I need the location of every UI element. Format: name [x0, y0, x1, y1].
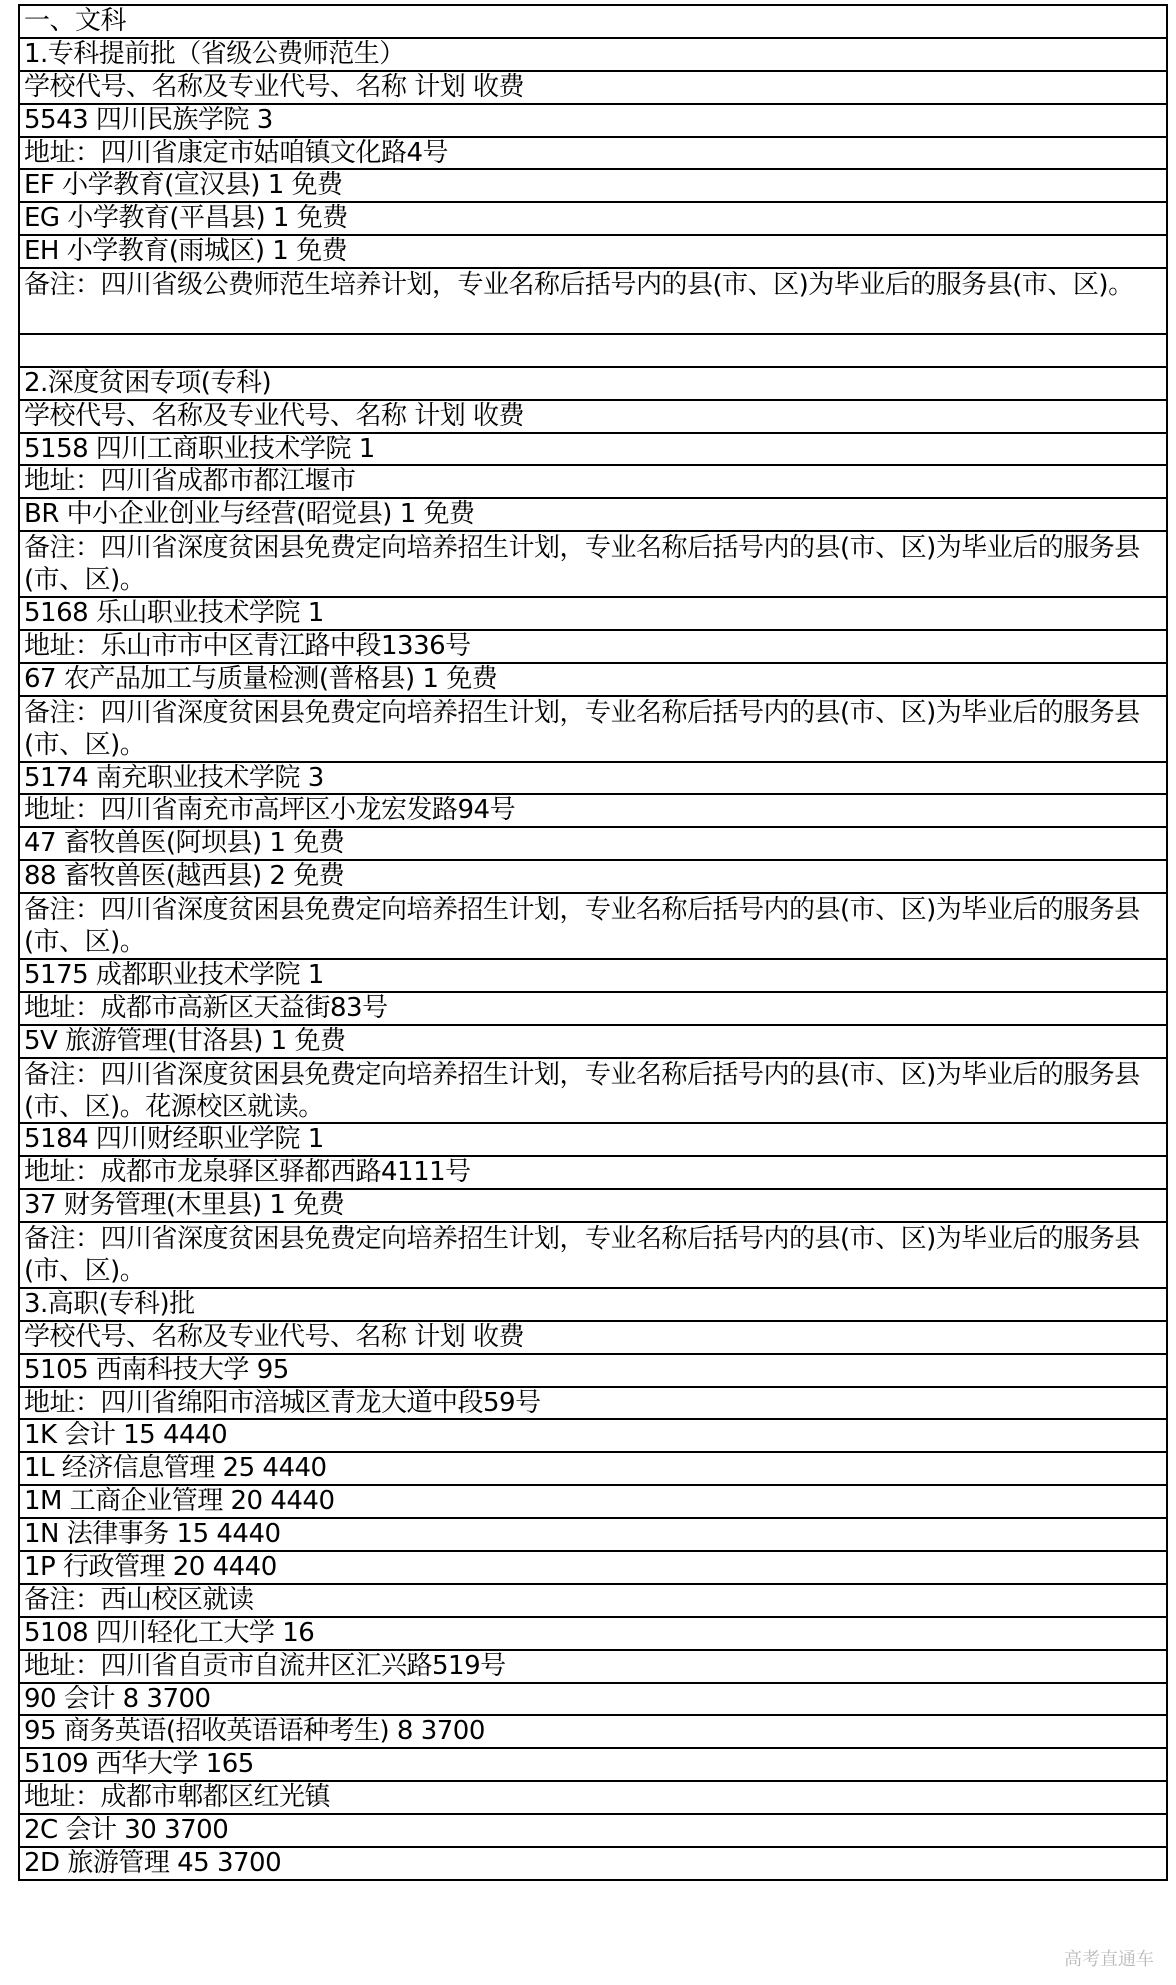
table-row: 地址：四川省南充市高坪区小龙宏发路94号: [20, 795, 1166, 828]
table-row: 37 财务管理(木里县) 1 免费: [20, 1190, 1166, 1223]
note-row: 备注：四川省级公费师范生培养计划，专业名称后括号内的县(市、区)为毕业后的服务县(市、区)。: [20, 269, 1166, 335]
table-row: 5184 四川财经职业学院 1: [20, 1124, 1166, 1157]
table-row: 1.专科提前批（省级公费师范生）: [20, 39, 1166, 72]
table-row: 5543 四川民族学院 3: [20, 105, 1166, 138]
note-row: 备注：四川省深度贫困县免费定向培养招生计划，专业名称后括号内的县(市、区)为毕业后的服务县(市、区)。花源校区就读。: [20, 1059, 1166, 1125]
table-row: 5175 成都职业技术学院 1: [20, 960, 1166, 993]
admission-plan-table: [18, 4, 1168, 1881]
table-row: 2D 旅游管理 45 3700: [20, 1848, 1166, 1881]
table-row: 67 农产品加工与质量检测(普格县) 1 免费: [20, 664, 1166, 697]
table-row: 3.高职(专科)批: [20, 1289, 1166, 1322]
table-row: 地址：成都市高新区天益街83号: [20, 993, 1166, 1026]
watermark: 高考直通车: [1064, 1949, 1154, 1970]
table-row: EG 小学教育(平昌县) 1 免费: [20, 203, 1166, 236]
table-row: 5105 西南科技大学 95: [20, 1355, 1166, 1388]
table-row: 5V 旅游管理(甘洛县) 1 免费: [20, 1026, 1166, 1059]
table-row: 90 会计 8 3700: [20, 1684, 1166, 1717]
table-row: 学校代号、名称及专业代号、名称 计划 收费: [20, 1322, 1166, 1355]
note-row: 备注：四川省深度贫困县免费定向培养招生计划，专业名称后括号内的县(市、区)为毕业后的服务县(市、区)。: [20, 1223, 1166, 1289]
table-row: 5168 乐山职业技术学院 1: [20, 598, 1166, 631]
note-row: 备注：四川省深度贫困县免费定向培养招生计划，专业名称后括号内的县(市、区)为毕业后的服务县(市、区)。: [20, 532, 1166, 598]
table-row: 一、文科: [20, 6, 1166, 39]
table-row: 5109 西华大学 165: [20, 1749, 1166, 1782]
blank-row: [20, 335, 1166, 368]
table-row: 地址：四川省自贡市自流井区汇兴路519号: [20, 1651, 1166, 1684]
table-row: 47 畜牧兽医(阿坝县) 1 免费: [20, 828, 1166, 861]
table-row: EF 小学教育(宣汉县) 1 免费: [20, 170, 1166, 203]
table-row: 1M 工商企业管理 20 4440: [20, 1486, 1166, 1519]
table-row: 1L 经济信息管理 25 4440: [20, 1453, 1166, 1486]
table-row: 1P 行政管理 20 4440: [20, 1552, 1166, 1585]
table-row: 地址：四川省康定市姑咱镇文化路4号: [20, 138, 1166, 171]
table-row: 备注：西山校区就读: [20, 1585, 1166, 1618]
table-row: 5108 四川轻化工大学 16: [20, 1618, 1166, 1651]
table-row: 5158 四川工商职业技术学院 1: [20, 434, 1166, 467]
table-row: 学校代号、名称及专业代号、名称 计划 收费: [20, 72, 1166, 105]
table-row: 1N 法律事务 15 4440: [20, 1519, 1166, 1552]
table-row: 1K 会计 15 4440: [20, 1420, 1166, 1453]
table-row: 地址：乐山市市中区青江路中段1336号: [20, 631, 1166, 664]
note-row: 备注：四川省深度贫困县免费定向培养招生计划，专业名称后括号内的县(市、区)为毕业后的服务县(市、区)。: [20, 697, 1166, 763]
note-row: 备注：四川省深度贫困县免费定向培养招生计划，专业名称后括号内的县(市、区)为毕业后的服务县(市、区)。: [20, 894, 1166, 960]
table-row: 地址：四川省绵阳市涪城区青龙大道中段59号: [20, 1388, 1166, 1421]
table-row: 2.深度贫困专项(专科): [20, 368, 1166, 401]
table-row: 地址：成都市郫都区红光镇: [20, 1782, 1166, 1815]
table-row: 88 畜牧兽医(越西县) 2 免费: [20, 861, 1166, 894]
table-row: 95 商务英语(招收英语语种考生) 8 3700: [20, 1716, 1166, 1749]
table-row: 5174 南充职业技术学院 3: [20, 763, 1166, 796]
table-row: 学校代号、名称及专业代号、名称 计划 收费: [20, 401, 1166, 434]
table-row: 地址：成都市龙泉驿区驿都西路4111号: [20, 1157, 1166, 1190]
table-row: 地址：四川省成都市都江堰市: [20, 466, 1166, 499]
table-row: EH 小学教育(雨城区) 1 免费: [20, 236, 1166, 269]
table-row: BR 中小企业创业与经营(昭觉县) 1 免费: [20, 499, 1166, 532]
table-row: 2C 会计 30 3700: [20, 1815, 1166, 1848]
